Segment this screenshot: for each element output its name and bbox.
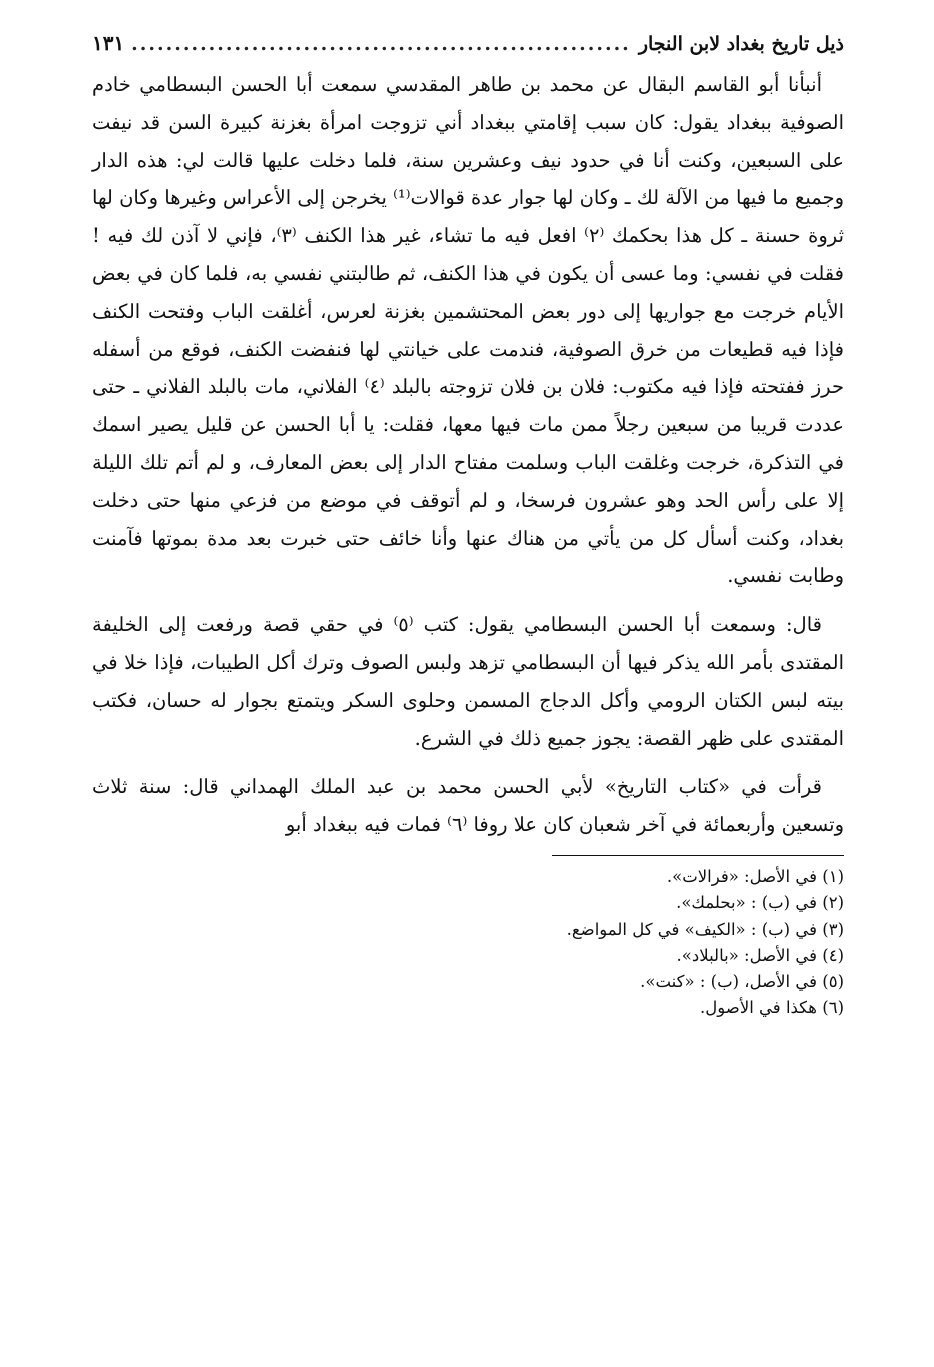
paragraph-1-text: أنبأنا أبو القاسم البقال عن محمد بن طاهر المقدسي سمعت أبا الحسن البسطامي خادم الصوفية ببغداد يقول: كان سبب إقامتي ببغداد أني تزوجت امرأة بغزنة كبيرة السن قد نيفت على السبعين، وكنت أنا في حدود نيف وعشرين سنة، فلما دخلت عليها قالت لي: هذه الدار وجميع ما فيها من الآلة لك ـ وكان لها جوار عدة قوالات⁽¹⁾ يخرجن إلى الأعراس وغيرها وكان لها ثروة حسنة ـ كل هذا بحكمك ⁽٢⁾ افعل فيه ما تشاء، غير هذا الكنف ⁽٣⁾، فإني لا آذن لك فيه ! فقلت في نفسي: وما عسى أن يكون في هذا الكنف، ثم طالبتني نفسي به، فلما كان في بعض الأيام خرجت مع جواريها إلى دور بعض المحتشمين بغزنة لعرس، أغلقت الباب وفتحت الكنف فإذا فيه قطيعات من خرق الصوفية، فندمت على خيانتي لها فنفضت الكنف، فوقع من أسفله حرز ففتحته فإذا فيه مكتوب: فلان بن فلان تزوجته بالبلد ⁽٤⁾ الفلاني، مات بالبلد الفلاني ـ حتى عددت قريبا من سبعين رجلاً ممن مات فيها معها، فقلت: يا أبا الحسن عن قليل يصير اسمك في التذكرة، خرجت وغلقت الباب وسلمت مفتاح الدار إلى بعض المعارف، و لم أتم تلك الليلة إلا على رأس الحد وهو عشرون فرسخا، و لم أتوقف في موضع من فزعي منها حتى دخلت بغداد، وكنت أسأل كل من يأتي من هناك عنها وأنا خائف حتى خبرت بعد مدة بموتها فآمنت وطابت نفسي. bbox=[92, 73, 844, 588]
footnote-6: (٦) هكذا في الأصول. bbox=[700, 998, 844, 1018]
paragraph-1 bbox=[92, 66, 844, 595]
header-leader-dots bbox=[132, 29, 631, 59]
paragraph-3 bbox=[92, 768, 844, 844]
main-text bbox=[92, 66, 844, 844]
footnote-5: (٥) في الأصل، (ب) : «كنت». bbox=[640, 972, 844, 992]
footnote-2: (٢) في (ب) : «بحلمك». bbox=[676, 893, 844, 913]
footnotes bbox=[92, 864, 844, 1022]
book-page bbox=[92, 28, 844, 1022]
paragraph-3-text: قرأت في «كتاب التاريخ» لأبي الحسن محمد بن عبد الملك الهمداني قال: سنة ثلاث وتسعين وأربعمائة في آخر شعبان كان علا روفا ⁽٦⁾ فمات فيه ببغداد أبو bbox=[92, 775, 844, 837]
page-number: ١٣١ bbox=[92, 31, 125, 55]
footnote-3: (٣) في (ب) : «الكيف» في كل المواضع. bbox=[566, 919, 844, 939]
header-title: ذيل تاريخ بغداد لابن النجار bbox=[638, 33, 844, 55]
footnote-1: (١) في الأصل: «فرالات». bbox=[666, 866, 844, 886]
footnote-divider bbox=[552, 855, 844, 856]
footnote-4: (٤) في الأصل: «بالبلاد». bbox=[676, 945, 844, 965]
paragraph-2 bbox=[92, 606, 844, 757]
paragraph-2-text: قال: وسمعت أبا الحسن البسطامي يقول: كتب ⁽٥⁾ في حقي قصة ورفعت إلى الخليفة المقتدى بأمر الله يذكر فيها أن البسطامي تزهد ولبس الصوف وترك أكل الطيبات، فإذا خلا في بيته لبس الكتان الرومي وأكل الدجاج المسمن وحلوى السكر ويتمتع بجوار له حسان، فكتب المقتدى على ظهر القصة: يجوز جميع ذلك في الشرع. bbox=[92, 613, 844, 750]
running-header bbox=[92, 28, 844, 60]
